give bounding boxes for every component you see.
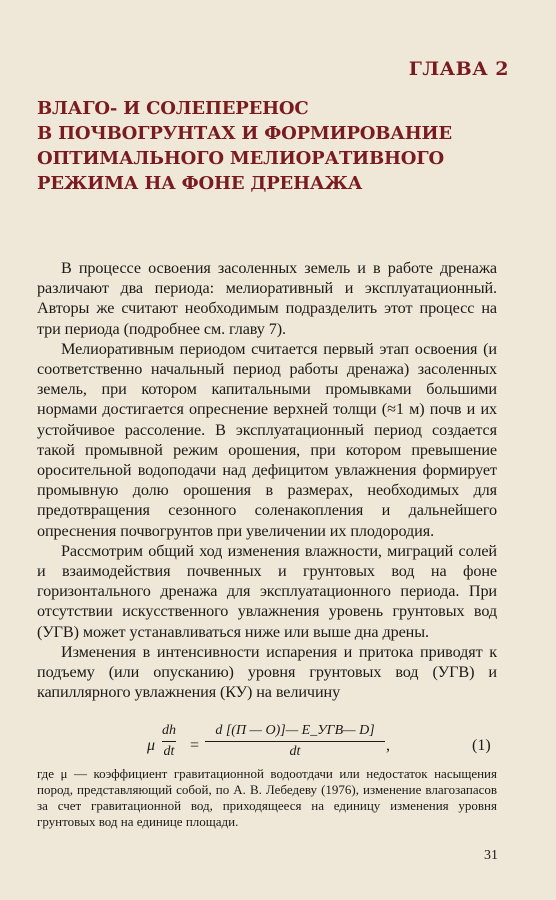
fraction-bar <box>205 741 385 742</box>
formula-lhs-denominator: dt <box>163 744 175 759</box>
formula-equals: = <box>190 737 200 754</box>
body-text <box>37 258 497 702</box>
paragraph: Мелиоративным периодом считается первый этап освоения (и соответственно начальный период работы дренажа) засоленных земель, при котором капитальными промывками большими нормами достигается опреснение верхней толщи (≈1 м) почв и их устойчивое рассоление. В эксплуатационный период создается такой промывной режим орошения, при котором превышение оросительной водоподачи над дефицитом увлажнения формирует промывную долю орошения в размерах, необходимых для предотвращения сезонного соленакопления и дальнейшего опреснения почвогрунтов при увеличении их плодородия. <box>37 339 497 540</box>
paragraph: Рассмотрим общий ход изменения влажности, миграций солей и взаимодействия почвенных и грунтовых вод на фоне горизонтального дренажа для эксплуатационного периода. При отсутствии искусственного увлажнения уровень грунтовых вод (УГВ) может устанавливаться ниже или выше дна дрены. <box>37 541 497 641</box>
formula-lhs-numerator: dh <box>162 723 176 738</box>
chapter-heading: ГЛАВА 2 <box>408 58 509 80</box>
formula-rhs-fraction <box>205 722 385 761</box>
fraction-bar <box>162 741 176 742</box>
equation-number: (1) <box>472 737 491 754</box>
title-line: РЕЖИМА НА ФОНЕ ДРЕНАЖА <box>37 173 363 194</box>
formula-explanation: где μ — коэффициент гравитационной водоотдачи или недостаток насыщения пород, представляющий собой, по А. В. Лебедеву (1976), изменение влагозапасов за счет гравитационной вод, приходящееся на единицу изменения уровня грунтовых вод на единице площади. <box>37 766 497 829</box>
formula-rhs-numerator: d [(П — О)]— E_УГВ— D] <box>215 723 375 738</box>
title-line: ОПТИМАЛЬНОГО МЕЛИОРАТИВНОГО <box>37 148 444 169</box>
formula-comma: , <box>386 737 390 754</box>
paragraph: Изменения в интенсивности испарения и притока приводят к подъему (или опусканию) уровня грунтовых вод (УГВ) и капиллярного увлажнения (КУ) на величину <box>37 642 497 702</box>
formula-lhs-fraction <box>162 722 176 761</box>
title-line: ВЛАГО- И СОЛЕПЕРЕНОС <box>37 98 309 119</box>
title-line: В ПОЧВОГРУНТАХ И ФОРМИРОВАНИЕ <box>37 123 452 144</box>
page-number: 31 <box>484 848 498 863</box>
chapter-title <box>37 96 517 196</box>
formula-mu: μ <box>147 737 156 754</box>
formula-rhs-denominator: dt <box>289 744 301 759</box>
paragraph: В процессе освоения засоленных земель и в работе дренажа различают два периода: мелиоративный и эксплуатационный. Авторы же считают необходимым подразделить этот процесс на три периода (подробнее см. главу 7). <box>37 259 497 338</box>
